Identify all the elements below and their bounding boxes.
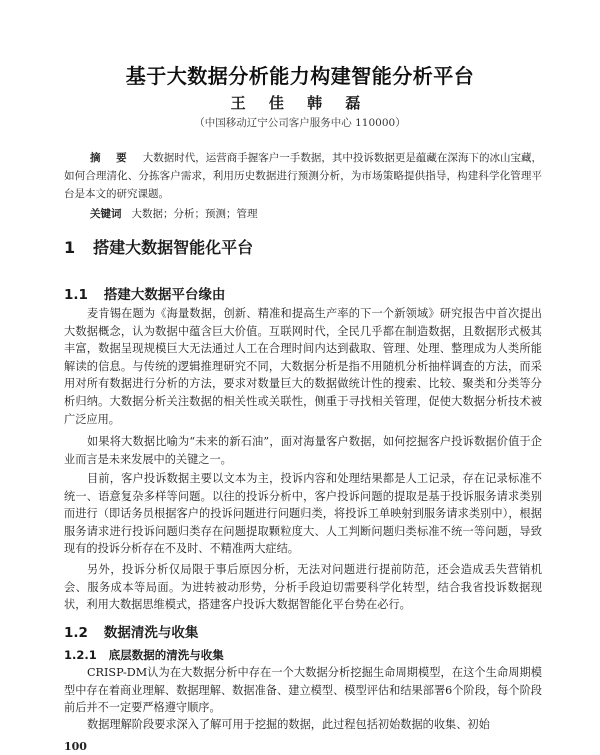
abstract <box>64 149 542 203</box>
section-1-2-title: 数据清洗与收集 <box>103 625 199 641</box>
author-affiliation: （中国移动辽宁公司客户服务中心 110000） <box>194 117 406 129</box>
author-names: 王 佳 韩 磊 <box>230 94 370 112</box>
section-1-title: 搭建大数据智能化平台 <box>93 238 254 257</box>
section-1-1-title: 搭建大数据平台缘由 <box>103 287 226 303</box>
keywords-label: 关键词 <box>90 208 122 220</box>
section-1-2-1-heading <box>64 647 224 663</box>
paragraph-2: 如果将大数据比喻为“未来的新石油”，面对海量客户数据，如何挖掘客户投诉数据价值于企业而言是未来发展中的关键之一。 <box>64 435 542 466</box>
keywords-text: 大数据；分析；预测；管理 <box>131 208 258 220</box>
section-1-heading <box>64 235 253 258</box>
section-1-1-heading <box>64 283 225 303</box>
section-1-1-number: 1.1 <box>64 287 88 303</box>
paragraph-3: 目前，客户投诉数据主要以文本为主，投诉内容和处理结果都是人工记录，存在记录标准不统一、语意复杂多样等问题。以往的投诉分析中，客户投诉问题的提取是基于投诉服务请求类别而进行（即话务员根据客户的投诉问题进行问题归类，将投诉工单映射到服务请求类别中），根据服务请求进行投诉问题归类存在问题提取颗粒度大、人工判断问题归类标准不统一等问题，导致现有的投诉分析存在不及时、不精准两大症结。 <box>64 472 542 556</box>
paragraph-4: 另外，投诉分析仅局限于事后原因分析，无法对问题进行提前防范，还会造成丢失营销机会、服务成本等局面。为进转被动形势，分析手段迫切需要科学化转型，结合我省投诉数据现状，利用大数据思维模式，搭建客户投诉大数据智能化平台势在必行。 <box>64 563 542 612</box>
section-1-2-heading <box>64 621 198 641</box>
paragraph-6: 数据理解阶段要求深入了解可用于挖掘的数据，此过程包括初始数据的收集、初始 <box>87 718 490 731</box>
section-1-number: 1 <box>64 238 76 257</box>
page-number: 100 <box>64 740 87 753</box>
keywords <box>90 205 550 223</box>
section-1-2-number: 1.2 <box>64 625 88 641</box>
article-title: 基于大数据分析能力构建智能分析平台 <box>125 64 475 88</box>
section-1-2-1-title: 底层数据的清洗与收集 <box>108 648 224 662</box>
abstract-label: 摘 要 <box>90 152 133 164</box>
section-1-2-1-number: 1.2.1 <box>64 648 97 662</box>
paragraph-5: CRISP-DM认为在大数据分析中存在一个大数据分析挖掘生命周期模型，在这个生命周期模型中存在着商业理解、数据理解、数据准备、建立模型、模型评估和结果部署6个阶段，每个阶段前后并不一定要严格遵守顺序。 <box>64 666 542 715</box>
abstract-text: 大数据时代，运营商手握客户一手数据，其中投诉数据更是蕴藏在深海下的冰山宝藏，如何合理清化、分拣客户需求，利用历史数据进行预测分析，为市场策略提供指导，构建科学化管理平台是本文的研究课题。 <box>64 152 543 200</box>
paragraph-1: 麦肯锡在题为《海量数据，创新、精准和提高生产率的下一个新领域》研究报告中首次提出大数据概念，认为数据中蕴含巨大价值。互联网时代，全民几乎都在制造数据，且数据形式极其丰富，数据呈现规模巨大无法通过人工在合理时间内达到截取、管理、处理、整理成为人类所能解读的信息。与传统的逻辑推理研究不同，大数据分析是指不用随机分析抽样调查的方法，而采用对所有数据进行分析的方法，要求对数量巨大的数据做统计性的搜索、比较、聚类和分类等分析归纳。大数据分析关注数据的相关性或关联性，侧重于寻找相关管理，促使大数据分析技术被广泛应用。 <box>64 307 542 426</box>
